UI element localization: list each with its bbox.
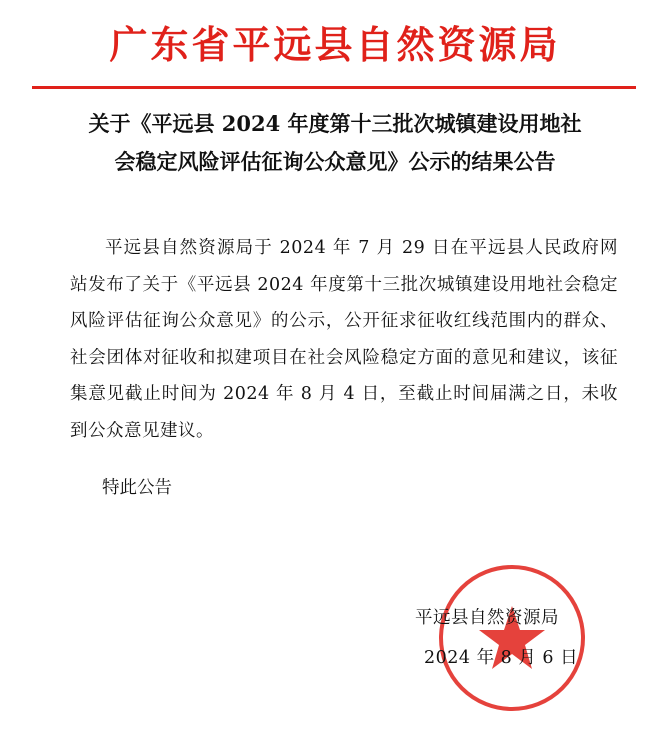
notice-title-line-2: 会稳定风险评估征询公众意见》公示的结果公告	[114, 149, 556, 174]
header-divider	[32, 86, 636, 89]
closing-phrase: 特此公告	[102, 478, 172, 498]
signer-name: 平远县自然资源局	[415, 608, 559, 628]
signature-date: 2024 年 8 月 6 日	[424, 648, 579, 668]
agency-header: 广东省平远县自然资源局	[109, 22, 561, 67]
official-seal	[436, 562, 588, 714]
notice-title-line-1: 关于《平远县 2024 年度第十三批次城镇建设用地社	[88, 111, 582, 136]
notice-body: 平远县自然资源局于 2024 年 7 月 29 日在平远县人民政府网站发布了关于《平远县 2024 年度第十三批次城镇建设用地社会稳定风险评估征询公众意见》的公示，公开征求征收红线范围内的群众、社会团体对征收和拟建项目在社会风险稳定方面的意见和建议，该征集意见截止时间为 2024 年 8 月 4 日，至截止时间届满之日，未收到公众意见建议。	[70, 238, 618, 441]
